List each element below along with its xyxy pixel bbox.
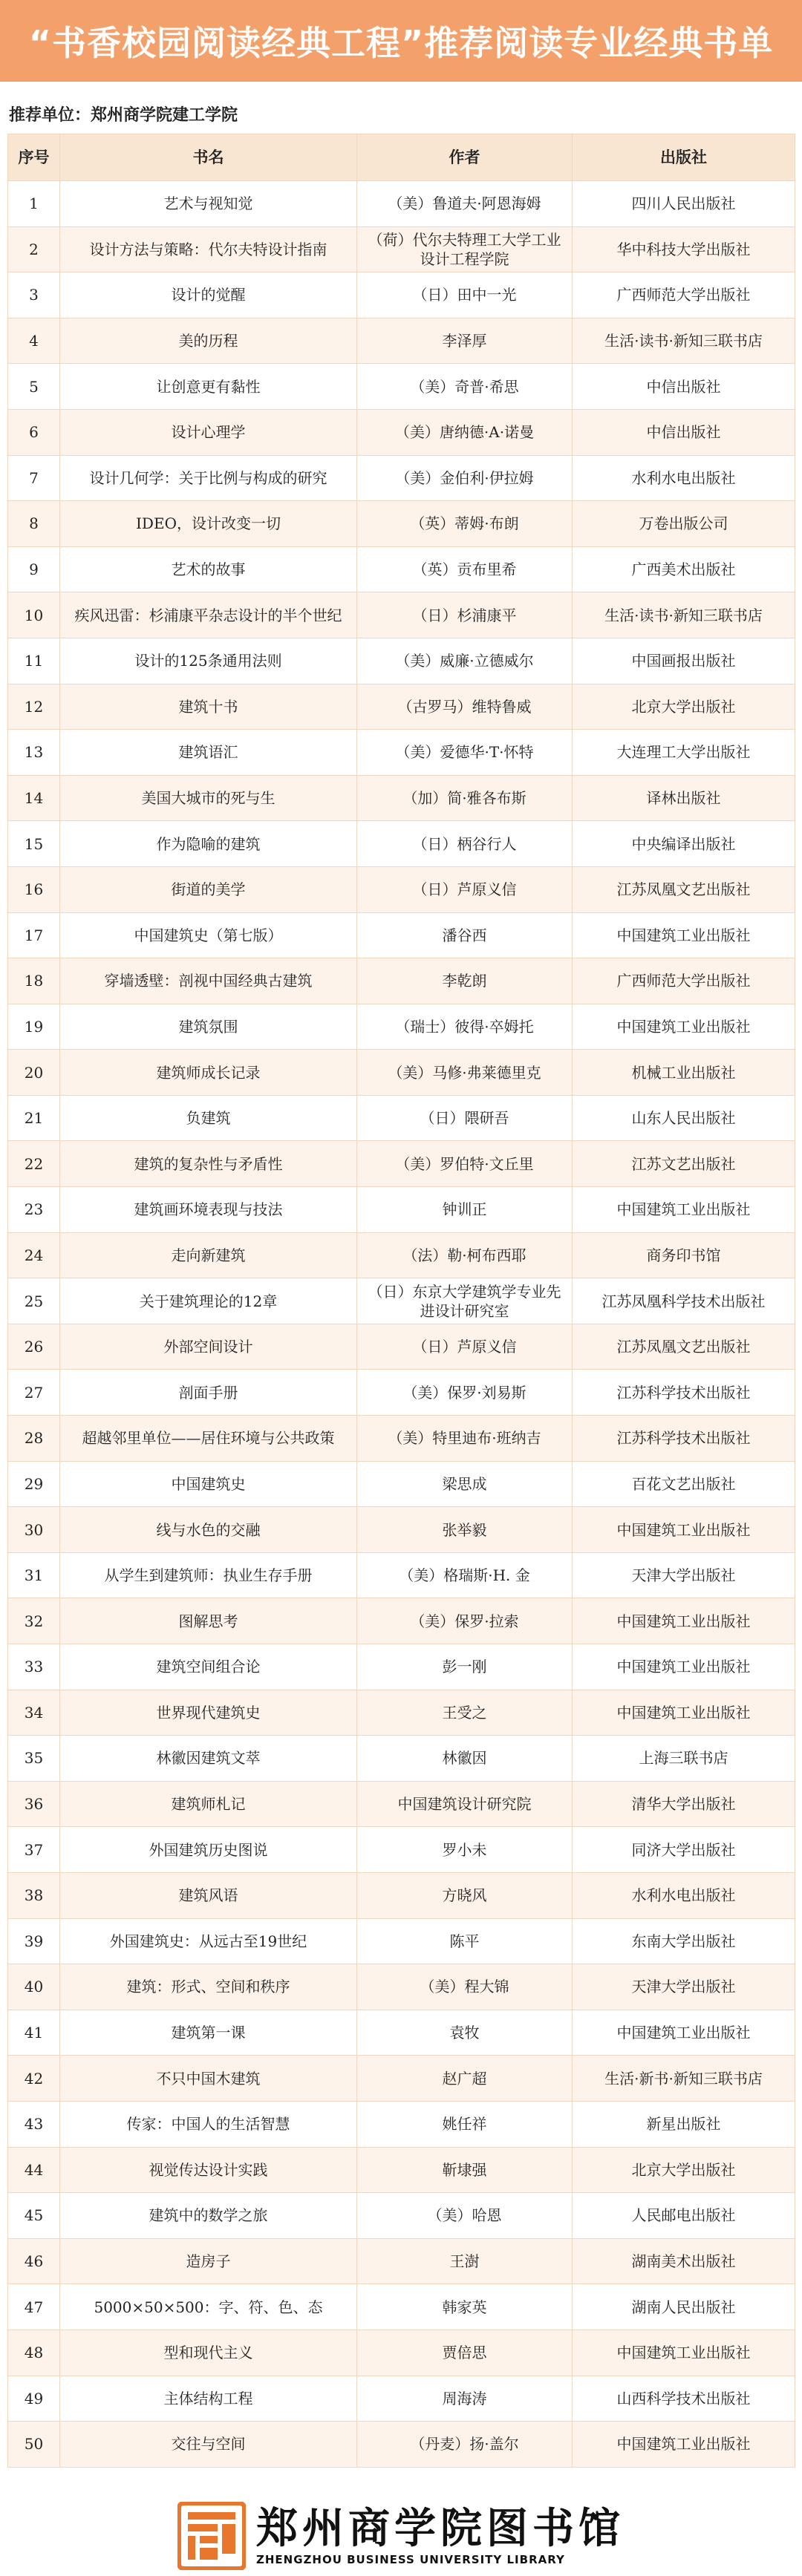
library-logo-icon [177,2502,246,2570]
book-author: （英）贡布里希 [357,546,573,592]
unit-name: 郑州商学院建工学院 [91,105,238,125]
table-row [8,546,795,592]
table-row [8,912,795,958]
book-publisher: 生活·新书·新知三联书店 [573,2056,795,2102]
book-index: 15 [8,821,60,867]
book-index: 49 [8,2376,60,2422]
book-author: （日）东京大学建筑学专业先进设计研究室 [357,1278,573,1324]
book-publisher: 清华大学出版社 [573,1781,795,1827]
header-author: 作者 [357,134,573,181]
book-publisher: 百花文艺出版社 [573,1461,795,1507]
table-row [8,638,795,684]
table-row [8,226,795,272]
book-author: （日）芦原义信 [357,1324,573,1370]
table-row [8,1004,795,1050]
table-row [8,1461,795,1507]
library-name-en: ZHENGZHOU BUSINESS UNIVERSITY LIBRARY [256,2553,565,2566]
book-author: （美）特里迪布·班纳吉 [357,1416,573,1462]
book-title: 美的历程 [60,318,357,364]
book-publisher: 北京大学出版社 [573,684,795,730]
table-row [8,2010,795,2056]
table-row [8,1552,795,1598]
book-index: 46 [8,2238,60,2284]
book-author: 潘谷西 [357,912,573,958]
book-title: 中国建筑史 [60,1461,357,1507]
table-row [8,2422,795,2468]
book-title: 造房子 [60,2238,357,2284]
book-publisher: 大连理工大学出版社 [573,730,795,776]
table-row [8,1370,795,1416]
table-row [8,775,795,821]
table-header-row [8,134,795,181]
book-index: 12 [8,684,60,730]
book-index: 24 [8,1232,60,1278]
book-publisher: 东南大学出版社 [573,1918,795,1964]
book-index: 16 [8,866,60,912]
book-author: （美）保罗·刘易斯 [357,1370,573,1416]
table-row [8,181,795,227]
book-publisher: 人民邮电出版社 [573,2193,795,2239]
book-publisher: 中央编译出版社 [573,821,795,867]
book-index: 28 [8,1416,60,1462]
book-title: 建筑画环境表现与技法 [60,1187,357,1233]
unit-label: 推荐单位： [9,105,91,125]
book-title: 设计的觉醒 [60,272,357,318]
book-author: （美）程大锦 [357,1964,573,2010]
book-publisher: 湖南人民出版社 [573,2284,795,2330]
book-title: 作为隐喻的建筑 [60,821,357,867]
book-author: 罗小未 [357,1827,573,1873]
book-publisher: 中信出版社 [573,364,795,410]
table-row [8,1781,795,1827]
book-title: 林徽因建筑文萃 [60,1736,357,1782]
book-author: 赵广超 [357,2056,573,2102]
book-title: 建筑氛围 [60,1004,357,1050]
table-row [8,364,795,410]
book-author: （美）格瑞斯·H. 金 [357,1552,573,1598]
book-index: 20 [8,1050,60,1096]
table-row [8,2147,795,2193]
table-row [8,2284,795,2330]
book-publisher: 江苏凤凰文艺出版社 [573,866,795,912]
book-title: 建筑：形式、空间和秩序 [60,1964,357,2010]
book-index: 30 [8,1507,60,1553]
book-author: （美）鲁道夫·阿恩海姆 [357,181,573,227]
book-index: 10 [8,592,60,638]
book-index: 40 [8,1964,60,2010]
book-title: 疾风迅雷：杉浦康平杂志设计的半个世纪 [60,592,357,638]
table-row [8,1644,795,1690]
book-index: 22 [8,1141,60,1187]
book-publisher: 华中科技大学出版社 [573,226,795,272]
book-title: 型和现代主义 [60,2330,357,2376]
book-author: 梁思成 [357,1461,573,1507]
table-row [8,2238,795,2284]
book-index: 9 [8,546,60,592]
table-row [8,1736,795,1782]
book-author: 周海涛 [357,2376,573,2422]
book-author: （荷）代尔夫特理工大学工业设计工程学院 [357,226,573,272]
book-author: 林徽因 [357,1736,573,1782]
book-publisher: 广西师范大学出版社 [573,272,795,318]
book-publisher: 中国建筑工业出版社 [573,1507,795,1553]
book-author: （丹麦）扬·盖尔 [357,2422,573,2468]
table-row [8,455,795,501]
book-publisher: 湖南美术出版社 [573,2238,795,2284]
book-author: （美）哈恩 [357,2193,573,2239]
book-index: 45 [8,2193,60,2239]
book-title: 建筑师札记 [60,1781,357,1827]
book-author: （美）爱德华·T·怀特 [357,730,573,776]
book-title: 走向新建筑 [60,1232,357,1278]
book-publisher: 天津大学出版社 [573,1964,795,2010]
table-row [8,1918,795,1964]
book-author: （美）金伯利·伊拉姆 [357,455,573,501]
book-publisher: 机械工业出版社 [573,1050,795,1096]
book-author: （日）田中一光 [357,272,573,318]
book-title: 建筑第一课 [60,2010,357,2056]
book-index: 50 [8,2422,60,2468]
book-index: 35 [8,1736,60,1782]
book-title: 建筑语汇 [60,730,357,776]
book-index: 18 [8,958,60,1004]
book-title: 中国建筑史（第七版） [60,912,357,958]
table-row [8,1187,795,1233]
book-index: 36 [8,1781,60,1827]
book-publisher: 中国建筑工业出版社 [573,1187,795,1233]
book-index: 41 [8,2010,60,2056]
booklist-table [7,134,795,2468]
book-index: 27 [8,1370,60,1416]
book-index: 38 [8,1872,60,1918]
table-row [8,409,795,455]
book-title: 设计的125条通用法则 [60,638,357,684]
book-publisher: 江苏科学技术出版社 [573,1370,795,1416]
book-title: 负建筑 [60,1095,357,1141]
book-title: 外国建筑史：从远古至19世纪 [60,1918,357,1964]
book-index: 34 [8,1690,60,1736]
book-index: 7 [8,455,60,501]
book-author: 贾倍思 [357,2330,573,2376]
book-title: 线与水色的交融 [60,1507,357,1553]
table-row [8,1050,795,1096]
book-author: （古罗马）维特鲁威 [357,684,573,730]
book-title: 艺术的故事 [60,546,357,592]
book-publisher: 译林出版社 [573,775,795,821]
book-publisher: 中国建筑工业出版社 [573,912,795,958]
table-row [8,2101,795,2147]
table-body [8,181,795,2468]
book-publisher: 中国建筑工业出版社 [573,1004,795,1050]
book-title: 世界现代建筑史 [60,1690,357,1736]
book-publisher: 江苏文艺出版社 [573,1141,795,1187]
book-author: 王受之 [357,1690,573,1736]
book-publisher: 中国建筑工业出版社 [573,1644,795,1690]
book-title: 设计几何学：关于比例与构成的研究 [60,455,357,501]
book-publisher: 万卷出版公司 [573,501,795,547]
book-index: 14 [8,775,60,821]
book-title: 建筑的复杂性与矛盾性 [60,1141,357,1187]
book-author: （美）马修·弗莱德里克 [357,1050,573,1096]
book-author: （日）芦原义信 [357,866,573,912]
book-publisher: 商务印书馆 [573,1232,795,1278]
book-publisher: 山西科学技术出版社 [573,2376,795,2422]
book-publisher: 四川人民出版社 [573,181,795,227]
table-row [8,1095,795,1141]
book-index: 25 [8,1278,60,1324]
table-row [8,684,795,730]
book-title: 建筑十书 [60,684,357,730]
table-row [8,1872,795,1918]
table-row [8,821,795,867]
book-index: 23 [8,1187,60,1233]
book-index: 4 [8,318,60,364]
book-publisher: 中国画报出版社 [573,638,795,684]
book-title: 建筑风语 [60,1872,357,1918]
book-title: IDEO，设计改变一切 [60,501,357,547]
book-index: 8 [8,501,60,547]
book-author: （美）唐纳德·A·诺曼 [357,409,573,455]
book-index: 47 [8,2284,60,2330]
table-row [8,2330,795,2376]
book-index: 6 [8,409,60,455]
book-author: （美）奇普·希思 [357,364,573,410]
table-row [8,1278,795,1324]
book-title: 关于建筑理论的12章 [60,1278,357,1324]
book-publisher: 江苏科学技术出版社 [573,1416,795,1462]
book-title: 5000×50×500：字、符、色、态 [60,2284,357,2330]
book-index: 5 [8,364,60,410]
book-author: 钟训正 [357,1187,573,1233]
book-publisher: 江苏凤凰科学技术出版社 [573,1278,795,1324]
book-index: 19 [8,1004,60,1050]
table-row [8,1690,795,1736]
book-title: 建筑师成长记录 [60,1050,357,1096]
table-row [8,1598,795,1644]
book-publisher: 广西美术出版社 [573,546,795,592]
table-row [8,2376,795,2422]
table-row [8,2056,795,2102]
book-title: 不只中国木建筑 [60,2056,357,2102]
book-author: 王澍 [357,2238,573,2284]
book-author: 彭一刚 [357,1644,573,1690]
book-publisher: 广西师范大学出版社 [573,958,795,1004]
book-title: 剖面手册 [60,1370,357,1416]
table-row [8,866,795,912]
book-publisher: 上海三联书店 [573,1736,795,1782]
book-author: （美）罗伯特·文丘里 [357,1141,573,1187]
book-publisher: 水利水电出版社 [573,1872,795,1918]
title-banner [0,0,802,82]
book-index: 32 [8,1598,60,1644]
book-title: 外部空间设计 [60,1324,357,1370]
table-row [8,1324,795,1370]
book-title: 设计方法与策略：代尔夫特设计指南 [60,226,357,272]
book-index: 43 [8,2101,60,2147]
book-title: 图解思考 [60,1598,357,1644]
book-title: 主体结构工程 [60,2376,357,2422]
book-index: 48 [8,2330,60,2376]
book-title: 设计心理学 [60,409,357,455]
book-index: 13 [8,730,60,776]
book-author: 李乾朗 [357,958,573,1004]
book-index: 17 [8,912,60,958]
book-author: （日）柄谷行人 [357,821,573,867]
header-publisher: 出版社 [573,134,795,181]
table-row [8,1964,795,2010]
book-publisher: 生活·读书·新知三联书店 [573,592,795,638]
book-publisher: 山东人民出版社 [573,1095,795,1141]
book-author: （加）简·雅各布斯 [357,775,573,821]
book-title: 超越邻里单位——居住环境与公共政策 [60,1416,357,1462]
book-author: 李泽厚 [357,318,573,364]
book-author: 方晓风 [357,1872,573,1918]
book-author: （瑞士）彼得·卒姆托 [357,1004,573,1050]
library-name-cn: 郑州商学院图书馆 [256,2504,625,2553]
library-name [256,2505,625,2567]
book-title: 从学生到建筑师：执业生存手册 [60,1552,357,1598]
book-title: 艺术与视知觉 [60,181,357,227]
table-row [8,1507,795,1553]
book-index: 33 [8,1644,60,1690]
book-index: 37 [8,1827,60,1873]
table-row [8,272,795,318]
book-title: 视觉传达设计实践 [60,2147,357,2193]
book-author: 靳埭强 [357,2147,573,2193]
book-title: 街道的美学 [60,866,357,912]
book-index: 42 [8,2056,60,2102]
book-publisher: 中国建筑工业出版社 [573,1598,795,1644]
book-index: 39 [8,1918,60,1964]
page-title: “书香校园阅读经典工程”推荐阅读专业经典书单 [28,23,774,63]
book-index: 11 [8,638,60,684]
table-row [8,2193,795,2239]
book-author: （日）隈研吾 [357,1095,573,1141]
book-author: （英）蒂姆·布朗 [357,501,573,547]
book-title: 美国大城市的死与生 [60,775,357,821]
book-index: 1 [8,181,60,227]
book-author: 张举毅 [357,1507,573,1553]
book-publisher: 新星出版社 [573,2101,795,2147]
book-publisher: 江苏凤凰文艺出版社 [573,1324,795,1370]
book-publisher: 水利水电出版社 [573,455,795,501]
book-publisher: 北京大学出版社 [573,2147,795,2193]
book-author: （日）杉浦康平 [357,592,573,638]
table-row [8,1416,795,1462]
table-row [8,592,795,638]
book-publisher: 中国建筑工业出版社 [573,2422,795,2468]
book-index: 3 [8,272,60,318]
book-title: 让创意更有黏性 [60,364,357,410]
book-author: 袁牧 [357,2010,573,2056]
book-author: 韩家英 [357,2284,573,2330]
library-footer [0,2496,802,2576]
book-publisher: 中国建筑工业出版社 [573,2330,795,2376]
book-publisher: 天津大学出版社 [573,1552,795,1598]
header-index: 序号 [8,134,60,181]
table-row [8,501,795,547]
table-row [8,1232,795,1278]
book-author: （美）保罗·拉索 [357,1598,573,1644]
book-publisher: 中信出版社 [573,409,795,455]
book-index: 2 [8,226,60,272]
book-title: 外国建筑历史图说 [60,1827,357,1873]
book-index: 21 [8,1095,60,1141]
book-publisher: 中国建筑工业出版社 [573,2010,795,2056]
recommending-unit [9,100,238,130]
book-author: （法）勒·柯布西耶 [357,1232,573,1278]
book-author: 陈平 [357,1918,573,1964]
book-index: 44 [8,2147,60,2193]
book-index: 26 [8,1324,60,1370]
book-author: 中国建筑设计研究院 [357,1781,573,1827]
book-index: 29 [8,1461,60,1507]
table-row [8,1827,795,1873]
table-row [8,730,795,776]
book-publisher: 同济大学出版社 [573,1827,795,1873]
book-title: 建筑中的数学之旅 [60,2193,357,2239]
book-index: 31 [8,1552,60,1598]
book-publisher: 中国建筑工业出版社 [573,1690,795,1736]
book-publisher: 生活·读书·新知三联书店 [573,318,795,364]
book-title: 交往与空间 [60,2422,357,2468]
header-title: 书名 [60,134,357,181]
book-title: 建筑空间组合论 [60,1644,357,1690]
table-row [8,318,795,364]
book-author: （美）威廉·立德威尔 [357,638,573,684]
book-title: 传家：中国人的生活智慧 [60,2101,357,2147]
book-author: 姚任祥 [357,2101,573,2147]
table-row [8,1141,795,1187]
table-row [8,958,795,1004]
book-title: 穿墙透壁：剖视中国经典古建筑 [60,958,357,1004]
